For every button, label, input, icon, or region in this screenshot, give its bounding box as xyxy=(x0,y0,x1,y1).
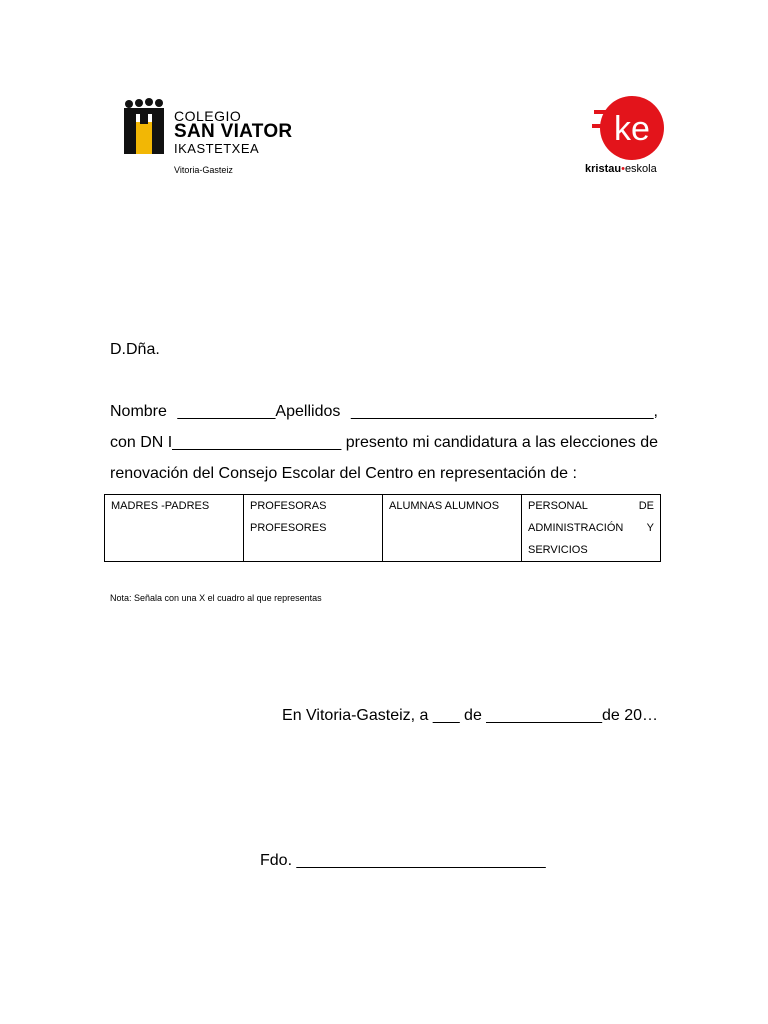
kristau-eskola-logo xyxy=(582,94,682,178)
candidacy-paragraph: Nombre ___________Apellidos __________________________________, con DN I___________________ presento mi candidatura a las elecciones de renovación del Consejo Escolar del Centro en representación de : xyxy=(110,403,658,482)
ke-caption-eskola: eskola xyxy=(624,163,657,175)
ke-caption xyxy=(585,163,657,175)
option-alumnos[interactable]: ALUMNAS ALUMNOS xyxy=(383,495,522,562)
logo-line-san-viator: SAN VIATOR xyxy=(174,121,293,142)
school-emblem-icon xyxy=(122,98,182,168)
ke-caption-kristau: kristau xyxy=(585,163,622,175)
option-personal[interactable]: PERSONAL DE ADMINISTRACIÓN Y SERVICIOS xyxy=(522,495,661,562)
logo-city: Vitoria-Gasteiz xyxy=(174,165,233,175)
logo-line-ikastetxea: IKASTETXEA xyxy=(174,141,260,156)
table-row xyxy=(105,495,661,562)
option-profesores[interactable]: PROFESORAS PROFESORES xyxy=(244,495,383,562)
ke-caption-dot: • xyxy=(621,163,625,175)
salutation: D.Dña. xyxy=(110,341,160,358)
note-text: Nota: Señala con una X el cuadro al que representas xyxy=(110,593,322,603)
logo-line-colegio: COLEGIO xyxy=(174,108,242,124)
representation-table xyxy=(104,494,661,562)
kristau-eskola-mark-icon xyxy=(592,94,668,164)
option-madres-padres[interactable]: MADRES -PADRES xyxy=(105,495,244,562)
ke-letters: ke xyxy=(614,110,650,148)
signature-line: Fdo. ____________________________ xyxy=(260,852,546,869)
date-line: En Vitoria-Gasteiz, a ___ de _____________de 20… xyxy=(282,707,658,724)
colegio-san-viator-logo xyxy=(120,92,300,182)
